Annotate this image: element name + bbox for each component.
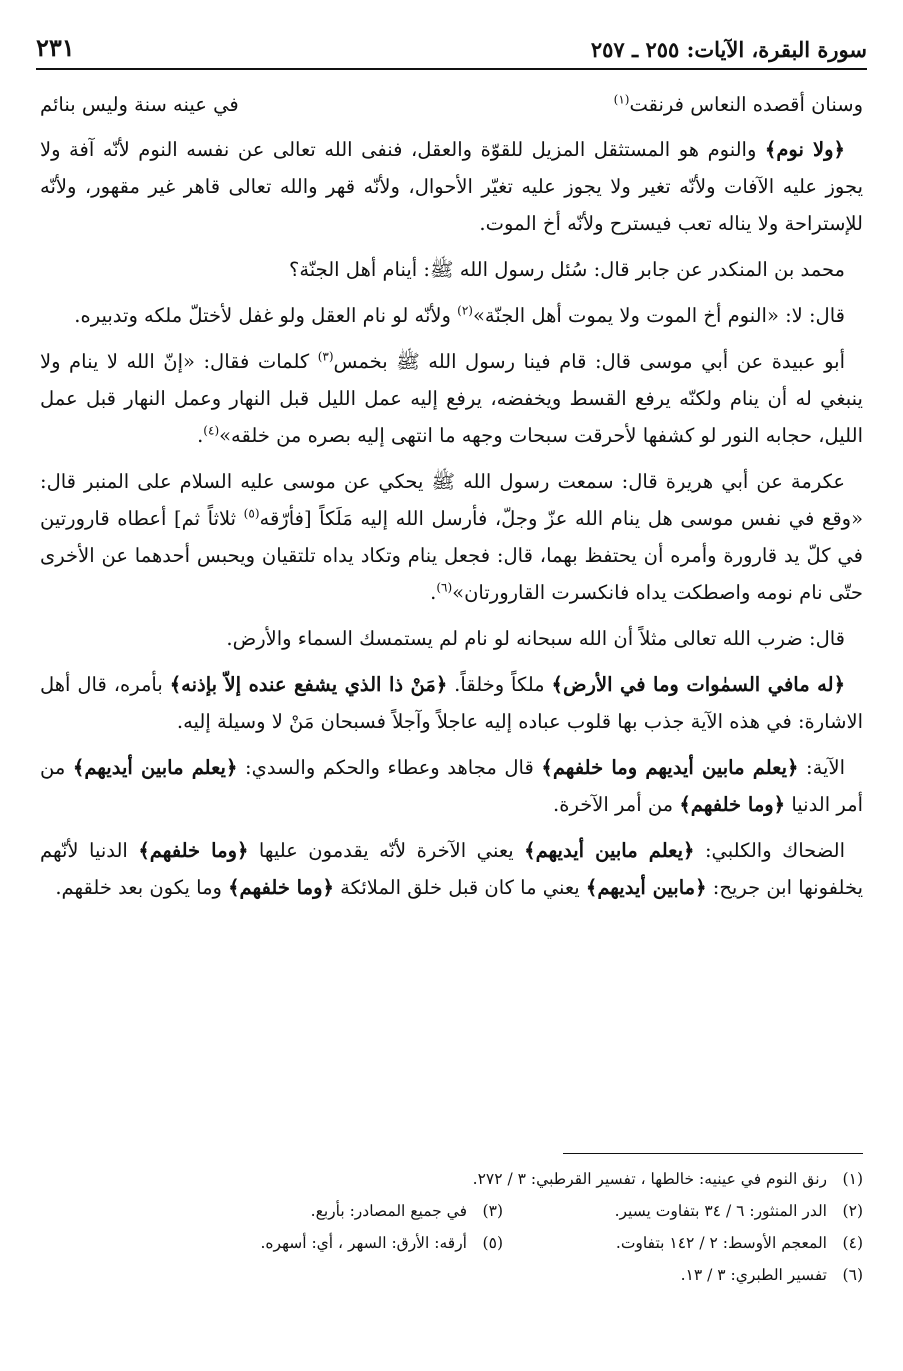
paragraph-text: عكرمة عن أبي هريرة قال: سمعت رسول الله ﷺ يحكي عن موسى عليه السلام على المنبر قال: «وقع في نفس موسى هل ينام الله عزّ وجلّ، فأرسل الله إليه مَلَكاً [فأرّقه bbox=[40, 470, 863, 530]
footnotes bbox=[40, 1163, 863, 1291]
quran-quote: ﴿ولا نوم﴾ bbox=[764, 138, 845, 161]
page-header bbox=[36, 28, 867, 62]
quran-quote: ﴿وما خلفهم﴾ bbox=[138, 839, 249, 862]
footnote-number: (١) bbox=[842, 1170, 863, 1188]
verse-right-text: وسنان أقصده النعاس فرنقت bbox=[629, 93, 863, 116]
paragraph-text: يعني ما كان قبل خلق الملائكة bbox=[333, 876, 586, 899]
quran-quote: ﴿يعلم مابين أيديهم﴾ bbox=[524, 839, 695, 862]
footnote-text: الدر المنثور: ٦ / ٣٤ بتفاوت يسير. bbox=[614, 1202, 827, 1220]
paragraph-text: قال: لا: «النوم أخ الموت ولا يموت أهل الجنّة» bbox=[472, 304, 845, 327]
paragraph bbox=[40, 832, 863, 906]
paragraph-text: قال مجاهد وعطاء والحكم والسدي: bbox=[237, 756, 542, 779]
footnote-text: المعجم الأوسط: ٢ / ١٤٢ بتفاوت. bbox=[615, 1234, 827, 1252]
paragraph-text: ثلاثاً ثم] أعطاه قارورتين في كلّ يد قارورة وأمره أن يحتفظ بهما، قال: فجعل ينام وتكاد يداه تلتقيان ويحبس أحدهما عن الأخرى حتّى نام نومه واصطكت يداه فانكسرت القارورتان» bbox=[40, 507, 863, 604]
paragraph-text: وما يكون بعد خلقهم. bbox=[55, 876, 229, 899]
paragraph-text: يعني الآخرة لأنّه يقدمون عليها bbox=[248, 839, 525, 862]
main-text bbox=[40, 86, 863, 915]
footnote-row bbox=[40, 1163, 863, 1195]
footnote-5 bbox=[173, 1227, 503, 1259]
paragraph-text: ولأنّه لو نام العقل ولو غفل لأختلّ ملكه وتدبيره. bbox=[74, 304, 458, 327]
quran-quote: ﴿وما خلفهم﴾ bbox=[228, 876, 334, 899]
verse-first-hemistich bbox=[614, 86, 863, 123]
page-number: ٢٣١ bbox=[36, 33, 75, 62]
paragraph-text: من أمر الدنيا bbox=[40, 756, 863, 816]
footnote-ref: (٢) bbox=[457, 303, 473, 318]
paragraph-text: كلمات فقال: «إنّ الله لا ينام ولا ينبغي له أن ينام ولكنّه يرفع القسط ويخفضه، يرفع إليه عمل الليل قبل النهار وعمل النهار قبل عمل الليل، حجابه النور لو كشفها لأحرقت سبحات وجهه ما انتهى إليه بصره من خلقه» bbox=[40, 350, 863, 447]
footnote-2 bbox=[533, 1195, 863, 1227]
footnote-number: (٢) bbox=[842, 1202, 863, 1220]
paragraph-text: بأمره، قال أهل الاشارة: في هذه الآية جذب بها قلوب عباده إليه عاجلاً وآجلاً فسبحان مَنْ لا وسيلة إليه. bbox=[40, 673, 863, 733]
quran-quote: ﴿له مافي السمٰوات وما في الأرض﴾ bbox=[551, 673, 845, 696]
footnote-row bbox=[40, 1227, 863, 1259]
paragraph: قال: ضرب الله تعالى مثلاً أن الله سبحانه لو نام لم يستمسك السماء والأرض. bbox=[226, 627, 845, 650]
footnote-ref: (٣) bbox=[317, 349, 334, 364]
paragraph bbox=[40, 749, 863, 823]
paragraph-text: أبو عبيدة عن أبي موسى قال: قام فينا رسول الله ﷺ بخمس bbox=[333, 350, 845, 373]
paragraph: محمد بن المنكدر عن جابر قال: سُئل رسول الله ﷺ: أينام أهل الجنّة؟ bbox=[288, 258, 845, 281]
footnote-1 bbox=[473, 1163, 863, 1195]
poetry-verse bbox=[40, 86, 863, 123]
footnote-ref: (٤) bbox=[203, 423, 220, 438]
footnote-text: في جميع المصادر: بأربع. bbox=[310, 1202, 467, 1220]
footnote-number: (٦) bbox=[842, 1266, 863, 1284]
footnote-text: تفسير الطبري: ٣ / ١٣. bbox=[680, 1266, 827, 1284]
footnote-number: (٣) bbox=[482, 1202, 503, 1220]
paragraph-text: الآية: bbox=[798, 756, 846, 779]
paragraph bbox=[40, 463, 863, 611]
paragraph-text: الضحاك والكلبي: bbox=[694, 839, 846, 862]
quran-quote: ﴿مَنْ ذا الذي يشفع عنده إلاّ بإذنه﴾ bbox=[169, 673, 448, 696]
paragraph bbox=[40, 343, 863, 454]
footnote-4 bbox=[533, 1227, 863, 1259]
paragraph-text: . bbox=[197, 424, 204, 447]
footnote-row bbox=[40, 1259, 863, 1291]
footnote-number: (٥) bbox=[482, 1234, 503, 1252]
footnote-row bbox=[40, 1195, 863, 1227]
quran-quote: ﴿يعلم مابين أيديهم﴾ bbox=[72, 756, 238, 779]
paragraph-text: من أمر الآخرة. bbox=[553, 793, 680, 816]
footnote-text: أرقه: الأرق: السهر ، أي: أسهره. bbox=[260, 1234, 467, 1252]
paragraph-text: ملكاً وخلقاً. bbox=[447, 673, 552, 696]
paragraph-text: . bbox=[430, 581, 437, 604]
footnote-text: رنق النوم في عينيه: خالطها ، تفسير القرطبي: ٣ / ٢٧٢. bbox=[472, 1170, 827, 1188]
verse-second-hemistich: في عينه سنة وليس بنائم bbox=[40, 93, 239, 116]
footnote-separator bbox=[563, 1153, 863, 1154]
paragraph-text: الدنيا لأنّهم يخلفونها ابن جريح: bbox=[40, 839, 863, 899]
paragraph bbox=[40, 131, 863, 242]
header-rule bbox=[36, 68, 867, 70]
quran-quote: ﴿يعلم مابين أيديهم وما خلفهم﴾ bbox=[541, 756, 799, 779]
footnote-ref: (٦) bbox=[436, 580, 453, 595]
footnote-6 bbox=[533, 1259, 863, 1291]
footnote-number: (٤) bbox=[842, 1234, 863, 1252]
quran-quote: ﴿مابين أيديهم﴾ bbox=[585, 876, 707, 899]
paragraph bbox=[40, 297, 863, 334]
paragraph bbox=[40, 666, 863, 740]
footnote-3 bbox=[173, 1195, 503, 1227]
quran-quote: ﴿وما خلفهم﴾ bbox=[679, 793, 786, 816]
running-title: سورة البقرة، الآيات: ٢٥٥ ـ ٢٥٧ bbox=[590, 37, 867, 62]
footnote-ref: (٥) bbox=[243, 506, 260, 521]
paragraph-text: والنوم هو المستثقل المزيل للقوّة والعقل، فنفى الله تعالى عن نفسه النوم لأنّه آفة ولا يجوز عليه الآفات ولأنّه تغير ولا يجوز عليه تغيّر الأحوال، ولأنّه قهر والله تعالى قاهر غير مقهور، ولأنّه للإستراحة ولا يناله تعب فيسترح ولأنّه أخ الموت. bbox=[40, 138, 863, 235]
footnote-ref: (١) bbox=[613, 92, 630, 107]
